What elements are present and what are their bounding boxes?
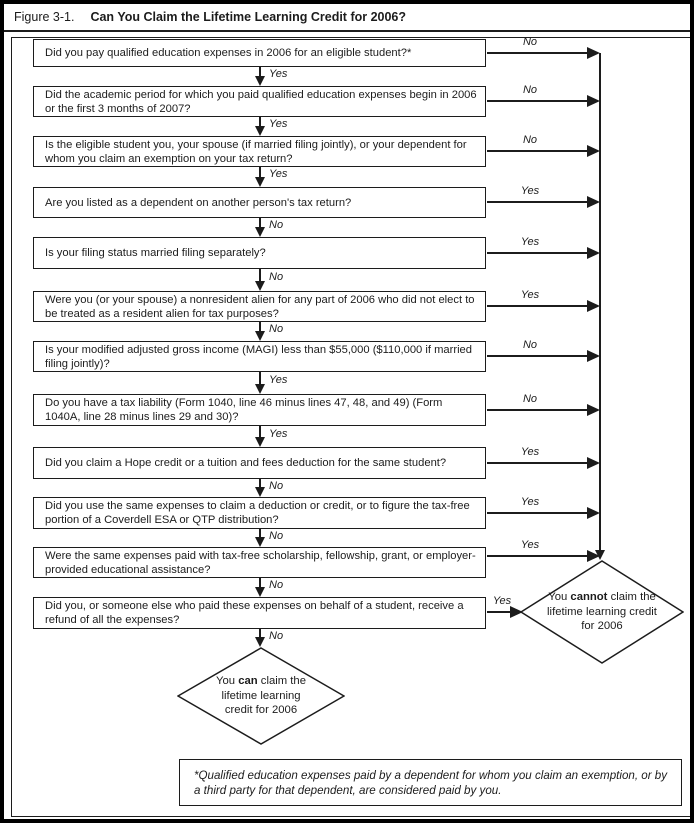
arrowhead-right-icon [587, 507, 600, 519]
question-text: Do you have a tax liability (Form 1040, line 46 minus lines 47, 48, and 49) (Form 1040A, line 28 minus lines 29 and 30)? [45, 397, 443, 423]
arrowhead-down-icon [255, 384, 265, 394]
question-box [33, 39, 486, 67]
right-arrow [487, 300, 600, 312]
arrow-line [487, 100, 590, 102]
arrowhead-right-icon [587, 47, 600, 59]
arrowhead-down-icon [255, 76, 265, 86]
down-arrow-label: No [269, 579, 284, 591]
question-box [33, 136, 486, 167]
arrowhead-down-icon [255, 331, 265, 341]
arrowhead-right-icon [587, 457, 600, 469]
right-arrow-label: Yes [520, 236, 540, 248]
right-arrow-label: Yes [520, 446, 540, 458]
down-arrow [254, 479, 266, 497]
question-text: Did you, or someone else who paid these expenses on behalf of a student, receive a refund of all the expenses? [45, 600, 464, 626]
right-arrow-label: No [522, 393, 538, 405]
arrowhead-down-icon [255, 126, 265, 136]
arrowhead-down-icon [255, 587, 265, 597]
question-box [33, 291, 486, 322]
arrow-line [487, 305, 590, 307]
footnote-box [179, 759, 682, 806]
down-arrow [254, 167, 266, 187]
question-box [33, 394, 486, 426]
question-text: Did you pay qualified education expenses in 2006 for an eligible student?* [45, 47, 412, 59]
arrowhead-down-icon [255, 487, 265, 497]
right-arrow [487, 457, 600, 469]
down-arrow [254, 372, 266, 394]
figure-title: Can You Claim the Lifetime Learning Credit for 2006? [90, 10, 407, 24]
down-arrow-label: No [269, 480, 284, 492]
can-outcome-text: You can claim the lifetime learning credit for 2006 [215, 675, 306, 717]
arrowhead-down-icon [255, 437, 265, 447]
right-arrow [487, 247, 600, 259]
question-box [33, 547, 486, 578]
arrowhead-right-icon [587, 247, 600, 259]
down-arrow-label: Yes [269, 428, 288, 440]
down-arrow [254, 269, 266, 291]
right-arrow-label: Yes [520, 289, 540, 301]
right-arrow-label: Yes [520, 539, 540, 551]
down-arrow-label: No [269, 530, 284, 542]
question-text: Is the eligible student you, your spouse (if married filing jointly), or your dependent for whom you claim an exemption on your tax return? [45, 138, 467, 165]
arrowhead-right-icon [587, 145, 600, 157]
question-text: Is your modified adjusted gross income (MAGI) less than $55,000 ($110,000 if married filing jointly)? [45, 343, 472, 370]
question-text: Were the same expenses paid with tax-free scholarship, fellowship, grant, or employer-provided educational assistance? [45, 549, 476, 576]
question-box [33, 187, 486, 218]
question-box [33, 447, 486, 479]
arrowhead-right-icon [587, 95, 600, 107]
arrowhead-down-icon [255, 637, 265, 647]
arrow-line [487, 252, 590, 254]
arrow-line [487, 409, 590, 411]
right-arrow [487, 350, 600, 362]
right-arrow-label: No [522, 84, 538, 96]
right-arrow-label: No [522, 36, 538, 48]
arrowhead-down-icon [255, 537, 265, 547]
right-arrow [487, 606, 523, 618]
question-text: Did you claim a Hope credit or a tuition and fees deduction for the same student? [45, 457, 447, 469]
down-arrow [254, 529, 266, 547]
right-arrow [487, 95, 600, 107]
arrowhead-down-icon [255, 227, 265, 237]
down-arrow-label: Yes [269, 374, 288, 386]
arrow-line [487, 201, 590, 203]
down-arrow [254, 426, 266, 447]
question-text: Is your filing status married filing separately? [45, 247, 266, 259]
question-box [33, 86, 486, 117]
down-arrow [254, 67, 266, 86]
down-arrow-label: No [269, 323, 284, 335]
right-arrow [487, 507, 600, 519]
down-arrow [254, 117, 266, 136]
down-arrow-label: Yes [269, 118, 288, 130]
question-box [33, 341, 486, 372]
question-text: Did you use the same expenses to claim a deduction or credit, or to figure the tax-free portion of a Coverdell ESA or QTP distribution? [45, 500, 470, 526]
arrow-line [487, 512, 590, 514]
right-arrow [487, 145, 600, 157]
arrow-line [487, 52, 590, 54]
cannot-outcome-text: You cannot claim the lifetime learning credit for 2006 [547, 591, 657, 633]
question-text: Were you (or your spouse) a nonresident alien for any part of 2006 who did not elect to be treated as a resident alien for tax purposes? [45, 293, 475, 320]
down-arrow [254, 629, 266, 647]
right-arrow-label: Yes [520, 185, 540, 197]
right-arrow [487, 196, 600, 208]
question-box [33, 237, 486, 269]
footnote-text: *Qualified education expenses paid by a dependent for whom you claim an exemption, or by a third party for that dependent, are considered paid by you. [194, 768, 668, 797]
arrow-line [487, 462, 590, 464]
right-arrow-label: No [522, 339, 538, 351]
right-arrow [487, 404, 600, 416]
arrowhead-down-icon [255, 281, 265, 291]
right-arrow-label: Yes [520, 496, 540, 508]
question-box [33, 597, 486, 629]
down-arrow-label: Yes [269, 168, 288, 180]
right-arrow-label: Yes [492, 595, 512, 607]
question-text: Are you listed as a dependent on another person's tax return? [45, 196, 352, 209]
figure-label: Figure 3-1. [14, 10, 75, 24]
right-arrow [487, 47, 600, 59]
arrowhead-right-icon [587, 196, 600, 208]
arrowhead-right-icon [587, 404, 600, 416]
down-arrow-label: Yes [269, 68, 288, 80]
figure-title-bar [14, 10, 406, 24]
down-arrow-label: No [269, 219, 284, 231]
arrow-line [487, 355, 590, 357]
question-box [33, 497, 486, 529]
title-separator [4, 30, 694, 32]
arrow-line [487, 555, 590, 557]
right-arrow-label: No [522, 134, 538, 146]
arrow-line [487, 150, 590, 152]
down-arrow [254, 322, 266, 341]
question-text: Did the academic period for which you paid qualified education expenses begin in 2006 or the first 3 months of 2007? [45, 88, 477, 115]
down-arrow-label: No [269, 630, 284, 642]
down-arrow-label: No [269, 271, 284, 283]
down-arrow [254, 578, 266, 597]
arrowhead-right-icon [587, 350, 600, 362]
arrowhead-right-icon [587, 300, 600, 312]
down-arrow [254, 218, 266, 237]
arrowhead-down-icon [255, 177, 265, 187]
